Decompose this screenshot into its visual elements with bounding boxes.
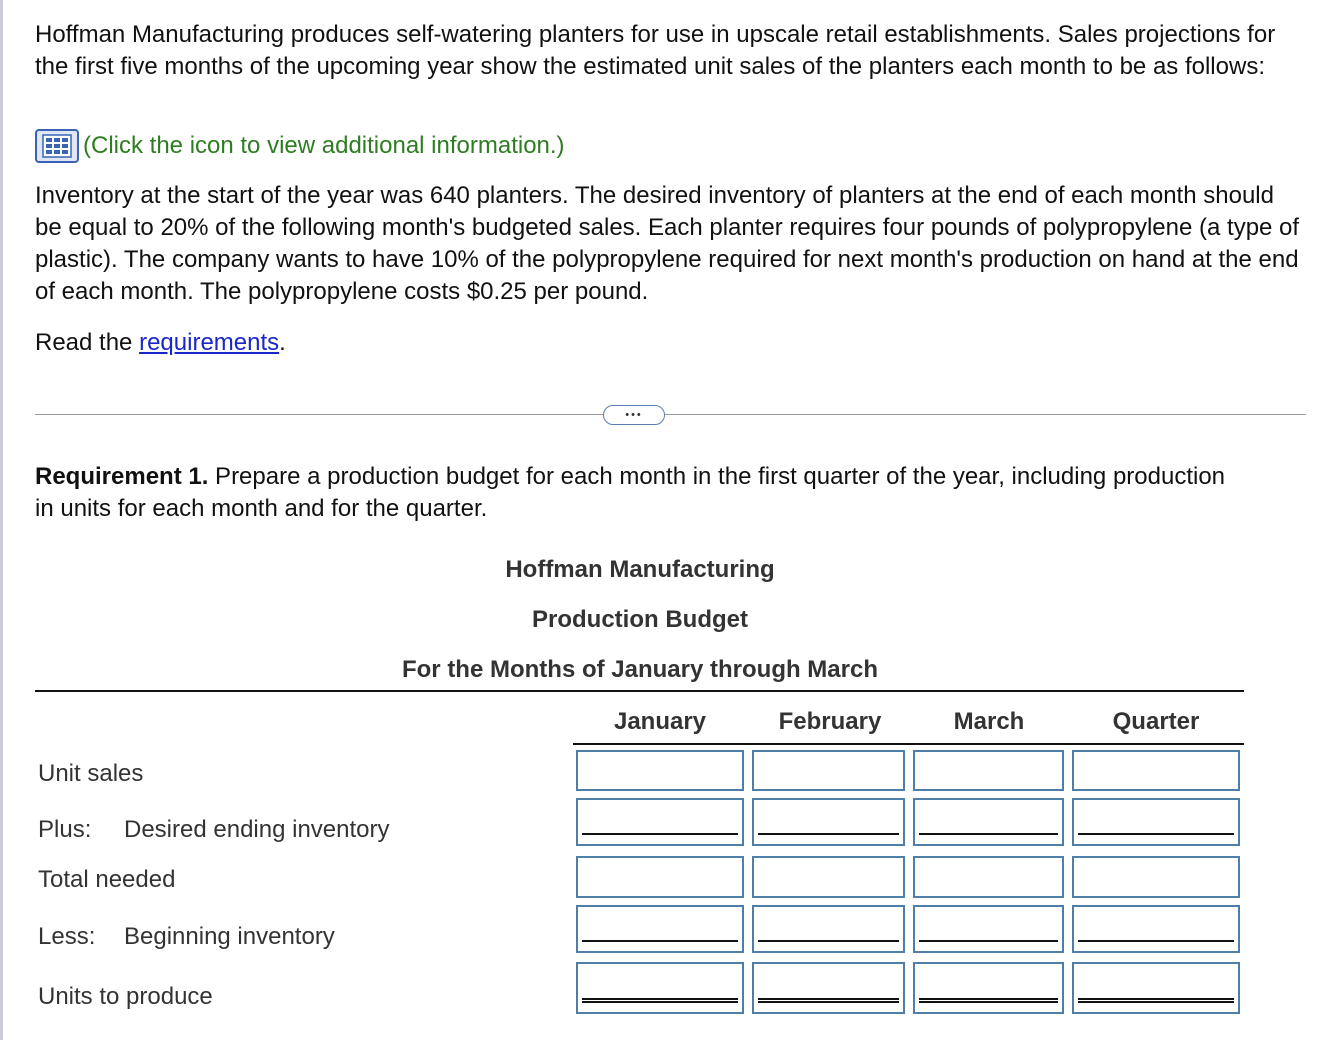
- desired-ending-inventory-quarter-input[interactable]: [1072, 798, 1240, 846]
- row-unit-sales-label: [38, 760, 143, 788]
- row-label-text: Desired ending inventory: [124, 816, 390, 843]
- unit-sales-march-input[interactable]: [913, 750, 1064, 791]
- ellipsis-icon: •••: [625, 408, 643, 421]
- row-prefix-plus: Plus:: [38, 816, 92, 843]
- double-underline-bottom: [758, 1001, 899, 1003]
- requirement-1-label: Requirement 1.: [35, 463, 209, 490]
- col-header-february: February: [778, 708, 882, 735]
- total-needed-quarter-input[interactable]: [1072, 856, 1240, 898]
- additional-info-link[interactable]: (Click the icon to view additional information.): [83, 132, 565, 159]
- beginning-inventory-quarter-input[interactable]: [1072, 905, 1240, 953]
- intro-paragraph: Hoffman Manufacturing produces self-watering planters for use in upscale retail establishments. Sales projections for the first five months of the upcoming year show the estimated unit sales of the planters each month to be as follows:: [35, 21, 1276, 80]
- single-underline: [582, 833, 738, 835]
- double-underline-bottom: [919, 1001, 1058, 1003]
- row-label-text: Beginning inventory: [124, 923, 335, 950]
- row-prefix-less: Less:: [38, 923, 96, 950]
- desired-ending-inventory-february-input[interactable]: [752, 798, 905, 846]
- single-underline: [758, 940, 899, 942]
- units-to-produce-january-input[interactable]: [576, 962, 744, 1014]
- expand-button[interactable]: [603, 405, 665, 425]
- units-to-produce-quarter-input[interactable]: [1072, 962, 1240, 1014]
- budget-company: Hoffman Manufacturing: [505, 556, 775, 583]
- total-needed-february-input[interactable]: [752, 856, 905, 898]
- col-header-quarter: Quarter: [1112, 708, 1200, 735]
- desired-ending-inventory-march-input[interactable]: [913, 798, 1064, 846]
- desired-ending-inventory-january-input[interactable]: [576, 798, 744, 846]
- single-underline: [758, 833, 899, 835]
- row-label-text: Total needed: [38, 866, 176, 893]
- table-grid-icon[interactable]: [35, 129, 79, 163]
- beginning-inventory-january-input[interactable]: [576, 905, 744, 953]
- single-underline: [919, 833, 1058, 835]
- section-divider: [35, 414, 1306, 415]
- single-underline: [1078, 940, 1234, 942]
- col-header-january: January: [613, 708, 707, 735]
- unit-sales-february-input[interactable]: [752, 750, 905, 791]
- units-to-produce-march-input[interactable]: [913, 962, 1064, 1014]
- column-header-rule: [573, 743, 1244, 745]
- units-to-produce-february-input[interactable]: [752, 962, 905, 1014]
- double-underline-top: [758, 998, 899, 1000]
- single-underline: [1078, 833, 1234, 835]
- requirements-link[interactable]: requirements: [139, 329, 280, 356]
- requirement-1-body: Prepare a production budget for each month in the first quarter of the year, including production in units for each month and for the quarter.: [35, 463, 1226, 522]
- budget-title: Production Budget: [532, 606, 748, 633]
- beginning-inventory-march-input[interactable]: [913, 905, 1064, 953]
- single-underline: [919, 940, 1058, 942]
- additional-info-row: [35, 129, 565, 163]
- total-needed-march-input[interactable]: [913, 856, 1064, 898]
- double-underline-bottom: [582, 1001, 738, 1003]
- read-prefix: Read the: [35, 329, 140, 356]
- row-beginning-inventory-label: [38, 923, 335, 951]
- unit-sales-january-input[interactable]: [576, 750, 744, 791]
- single-underline: [582, 940, 738, 942]
- row-label-text: Unit sales: [38, 760, 144, 787]
- double-underline-bottom: [1078, 1001, 1234, 1003]
- double-underline-top: [1078, 998, 1234, 1000]
- read-requirements-line: [35, 327, 1300, 359]
- left-edge-rule: [0, 0, 3, 1040]
- row-label-text: Units to produce: [38, 983, 213, 1010]
- budget-period: For the Months of January through March: [401, 656, 878, 683]
- total-needed-january-input[interactable]: [576, 856, 744, 898]
- beginning-inventory-february-input[interactable]: [752, 905, 905, 953]
- read-suffix: .: [279, 329, 286, 356]
- budget-top-rule: [35, 690, 1244, 692]
- double-underline-top: [919, 998, 1058, 1000]
- double-underline-top: [582, 998, 738, 1000]
- row-units-to-produce-label: [38, 983, 213, 1011]
- inventory-paragraph: Inventory at the start of the year was 640 planters. The desired inventory of planters at the end of each month should be equal to 20% of the following month's budgeted sales. Each planter requires four pounds of polypropylene (a type of plastic). The company wants to have 10% of the polypropylene required for next month's production on hand at the end of each month. The polypropylene costs $0.25 per pound.: [35, 182, 1300, 305]
- row-total-needed-label: [38, 866, 175, 894]
- row-desired-ending-inventory-label: [38, 816, 390, 844]
- requirement-1-text: [35, 461, 1235, 525]
- unit-sales-quarter-input[interactable]: [1072, 750, 1240, 791]
- col-header-march: March: [953, 708, 1025, 735]
